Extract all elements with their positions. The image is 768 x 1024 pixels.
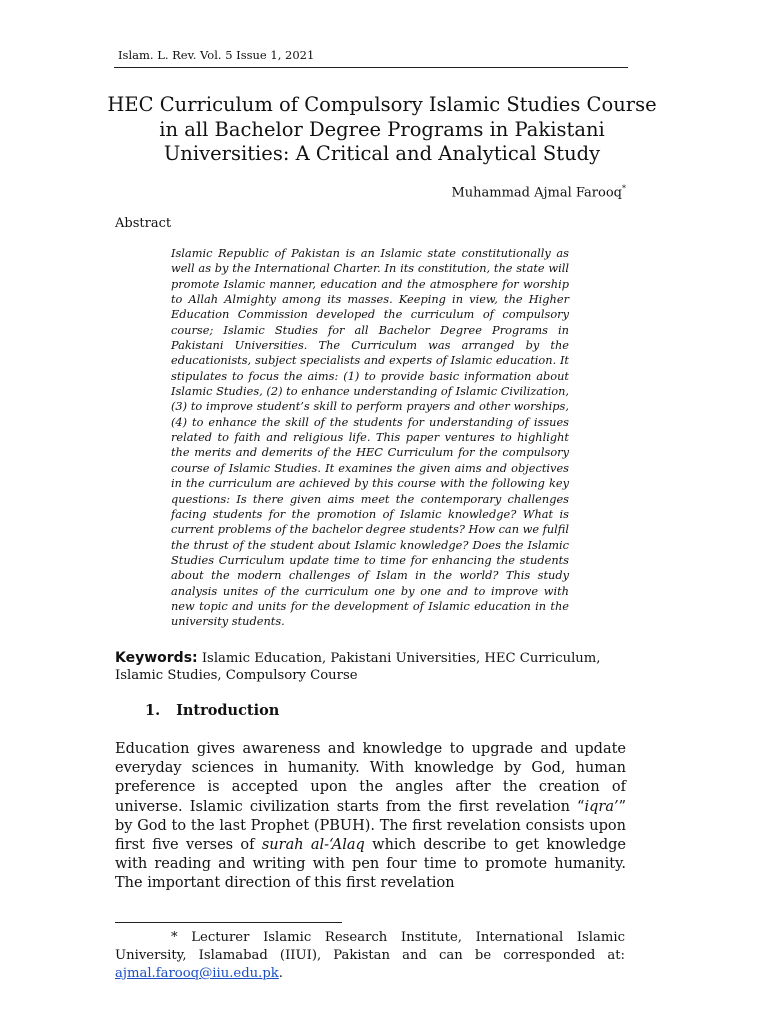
footnote-rule bbox=[115, 922, 342, 923]
intro-text-2: ” by God to the last Prophet (PBUH). The first revelation consists upon first five verses of bbox=[115, 798, 626, 854]
paper-title bbox=[70, 93, 694, 167]
title-line: HEC Curriculum of Compulsory Islamic Studies Course bbox=[107, 93, 657, 116]
section-title: Introduction bbox=[176, 702, 280, 719]
footnote-mark: * bbox=[171, 930, 178, 945]
section-number: 1. bbox=[145, 702, 161, 719]
header-rule bbox=[114, 67, 628, 68]
abstract-body: Islamic Republic of Pakistan is an Islamic state constitutionally as well as by the International Charter. In its constitution, the state will promote Islamic manner, education and the atmosphere for worship to Allah Almighty among its masses. Keeping in view, the Higher Education Commission developed the curriculum of compulsory course; Islamic Studies for all Bachelor Degree Programs in Pakistani Universities. The Curriculum was arranged by the educationists, subject specialists and experts of Islamic education. It stipulates to focus the aims: (1) to provide basic information about Islamic Studies, (2) to enhance understanding of Islamic Civilization, (3) to improve student’s skill to perform prayers and other worships, (4) to enhance the skill of the students for understanding of issues related to faith and religious life. This paper ventures to highlight the merits and demerits of the HEC Curriculum for the compulsory course of Islamic Studies. It examines the given aims and objectives in the curriculum are achieved by this course with the following key questions: Is there given aims meet the contemporary challenges facing students for the promotion of Islamic knowledge? What is current problems of the bachelor degree students? How can we fulfil the thrust of the student about Islamic knowledge? Does the Islamic Studies Curriculum update time to time for enhancing the students about the modern challenges of Islam in the world? This study analysis unites of the curriculum one by one and to improve with new topic and units for the development of Islamic education in the university students. bbox=[171, 246, 569, 629]
title-line: in all Bachelor Degree Programs in Pakistani bbox=[159, 117, 605, 141]
abstract-heading: Abstract bbox=[115, 216, 172, 231]
journal-reference: Islam. L. Rev. Vol. 5 Issue 1, 2021 bbox=[118, 48, 315, 62]
introduction-paragraph bbox=[115, 740, 626, 894]
author-name-text: Muhammad Ajmal Farooq bbox=[451, 185, 622, 201]
section-heading-introduction bbox=[145, 702, 279, 719]
keywords-block bbox=[115, 650, 625, 684]
intro-term-iqra: iqra’ bbox=[584, 798, 619, 815]
intro-text-1: Education gives awareness and knowledge to upgrade and update everyday sciences in humanity. With knowledge by God, human preference is accepted upon the angles after the creation of universe. Islamic civilization starts from the first revelation “ bbox=[115, 741, 626, 815]
footnote-end: . bbox=[278, 966, 283, 981]
footnote-text: Lecturer Islamic Research Institute, International Islamic University, Islamabad (IIUI), Pakistan and can be corresponded at: bbox=[115, 930, 625, 963]
intro-term-surah: surah al-‘Alaq bbox=[261, 837, 365, 854]
author-footnote-mark: * bbox=[622, 184, 626, 193]
intro-text-3: which describe to get knowledge with reading and writing with pen four time to promote humanity. The important direction of this first revelation bbox=[115, 837, 627, 892]
footnote bbox=[115, 929, 625, 983]
keywords-text: Islamic Education, Pakistani Universities, HEC Curriculum, Islamic Studies, Compulsory Course bbox=[115, 651, 601, 683]
author-email-link[interactable]: ajmal.farooq@iiu.edu.pk bbox=[115, 966, 279, 981]
title-line: Universities: A Critical and Analytical Study bbox=[163, 142, 601, 165]
keywords-label: Keywords: bbox=[115, 650, 198, 666]
author-name bbox=[451, 184, 626, 200]
